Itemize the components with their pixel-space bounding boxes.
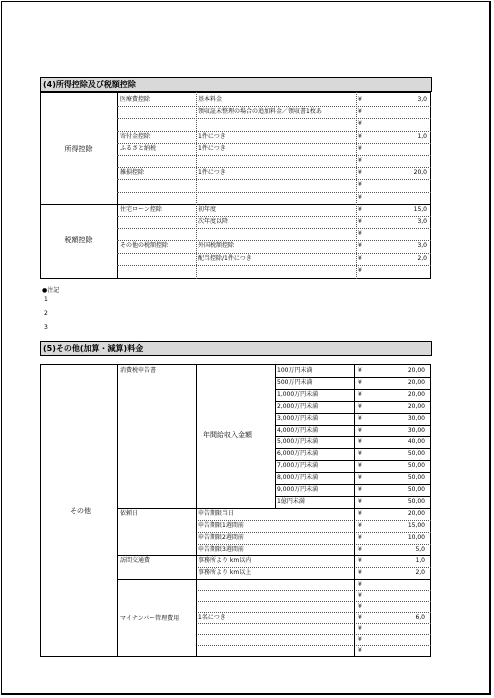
group-divider: [40, 204, 431, 205]
column-divider: [354, 579, 355, 657]
yen-symbol: ¥: [358, 545, 362, 553]
amount-value: 50,00: [407, 474, 425, 482]
yen-symbol: ¥: [358, 378, 362, 386]
row-divider: [196, 623, 431, 624]
category-label: 消費税申告書: [120, 367, 157, 374]
section-4-header: (4)所得控除及び税額控除: [40, 77, 432, 92]
note-item: 2: [44, 310, 48, 317]
yen-symbol: ¥: [358, 636, 362, 644]
amount-value: 40,00: [407, 438, 425, 446]
row-divider: [196, 645, 431, 646]
income-range: 5,000万円未満: [277, 438, 319, 446]
item-label: 配当控除/1件につき: [198, 254, 252, 262]
item-label: 領収証未整理の場合の追加料金／領収書1枚あ: [198, 108, 322, 116]
amount-value: 50,00: [407, 450, 425, 458]
row-divider: [117, 265, 431, 266]
note-item: 1: [44, 296, 48, 303]
yen-symbol: ¥: [358, 557, 362, 565]
column-divider: [354, 555, 355, 579]
column-divider: [196, 365, 197, 508]
amount-value: 50,00: [407, 486, 425, 493]
row-divider: [117, 216, 431, 217]
income-range: 2,000万円未満: [277, 402, 319, 410]
yen-symbol: ¥: [358, 230, 362, 238]
item-label: 1件につき: [198, 144, 226, 152]
income-range: 9,000万円未満: [277, 486, 319, 493]
amount-value: 15,0: [413, 205, 427, 213]
category-label: 医療費控除: [120, 96, 151, 103]
yen-symbol: ¥: [358, 486, 362, 493]
category-label: ふるさと納税: [120, 144, 157, 152]
yen-symbol: ¥: [358, 402, 362, 410]
yen-symbol: ¥: [358, 569, 362, 577]
yen-symbol: ¥: [358, 193, 362, 201]
yen-symbol: ¥: [358, 474, 362, 482]
yen-symbol: ¥: [358, 169, 362, 177]
yen-symbol: ¥: [358, 533, 362, 541]
amount-value: 50,00: [407, 497, 425, 505]
amount-value: 20,00: [407, 367, 425, 374]
item-label: 1件につき: [198, 132, 226, 140]
row-divider: [117, 167, 431, 168]
category-label: 依頼日: [120, 509, 139, 517]
column-divider: [196, 508, 197, 556]
amount-value: 2,0: [417, 254, 427, 262]
item-label: 事務所より km以内: [198, 557, 252, 565]
amount-value: 20,0: [413, 169, 427, 177]
yen-symbol: ¥: [358, 462, 362, 470]
yen-symbol: ¥: [358, 603, 362, 611]
amount-value: 30,00: [407, 414, 425, 422]
column-divider: [196, 92, 197, 279]
amount-value: 20,00: [407, 390, 425, 398]
yen-symbol: ¥: [358, 614, 362, 622]
yen-symbol: ¥: [358, 254, 362, 262]
group-label: その他: [70, 506, 91, 515]
row-divider: [117, 118, 431, 119]
yen-symbol: ¥: [358, 181, 362, 189]
amount-value: 5,0: [415, 545, 425, 553]
row-divider: [117, 131, 431, 132]
yen-symbol: ¥: [358, 144, 362, 152]
yen-symbol: ¥: [358, 218, 362, 225]
amount-value: 20,00: [407, 402, 425, 410]
income-range: 1,000万円未満: [277, 390, 319, 398]
yen-symbol: ¥: [358, 367, 362, 374]
block-divider: [117, 555, 431, 556]
group-label: 所得控除: [64, 144, 93, 153]
amount-value: 20,00: [407, 509, 425, 517]
amount-value: 10,00: [407, 533, 425, 541]
yen-symbol: ¥: [358, 521, 362, 529]
row-divider: [117, 155, 431, 156]
category-label: 訪問交通費: [120, 557, 151, 565]
column-divider: [354, 508, 355, 556]
amount-value: 1,0: [417, 132, 427, 140]
block-divider: [117, 579, 431, 580]
yen-symbol: ¥: [358, 205, 362, 213]
section-5-header: (5)その他(加算・減算)料金: [40, 341, 432, 356]
income-range: 6,000万円未満: [277, 450, 319, 458]
row-divider: [117, 143, 431, 144]
income-range: 500万円未満: [277, 378, 313, 386]
row-divider: [196, 590, 431, 591]
notes-title: ●注記: [42, 287, 60, 294]
item-label: 申告期限3週間前: [198, 545, 244, 553]
amount-value: 20,00: [407, 378, 425, 386]
income-label: 年間給収入金額: [203, 431, 252, 440]
column-divider: [196, 579, 197, 657]
income-range: 100万円未満: [277, 367, 313, 374]
income-range: 7,000万円未満: [277, 462, 319, 470]
income-range: 4,000万円未満: [277, 426, 319, 434]
category-label: その他の税額控除: [120, 242, 169, 250]
row-divider: [117, 192, 431, 193]
group-column-divider: [117, 92, 118, 279]
yen-symbol: ¥: [358, 426, 362, 434]
item-label: 事務所より km以上: [198, 569, 252, 577]
column-divider: [356, 92, 357, 279]
yen-symbol: ¥: [358, 266, 362, 274]
category-label: マイナンバー管理費用: [120, 614, 180, 622]
section-4-table: [40, 92, 431, 279]
category-label: 雑損控除: [120, 169, 145, 177]
category-label: 住宅ローン控除: [120, 205, 162, 213]
yen-symbol: ¥: [358, 625, 362, 633]
item-label: 次年度以降: [198, 218, 229, 225]
amount-value: 3,0: [417, 242, 427, 250]
yen-symbol: ¥: [358, 132, 362, 140]
amount-value: 3,0: [417, 218, 427, 225]
row-divider: [117, 179, 431, 180]
item-label: 1名につき: [198, 614, 226, 622]
note-item: 3: [44, 324, 48, 331]
yen-symbol: ¥: [358, 581, 362, 589]
yen-symbol: ¥: [358, 509, 362, 517]
amount-value: 3,0: [417, 96, 427, 103]
column-divider: [275, 365, 276, 508]
income-range: 3,000万円未満: [277, 414, 319, 422]
amount-value: 50,00: [407, 462, 425, 470]
yen-symbol: ¥: [358, 497, 362, 505]
column-divider: [196, 555, 197, 579]
row-divider: [196, 601, 431, 602]
item-label: 申告期限1週間前: [198, 521, 244, 529]
category-label: 寄付金控除: [120, 132, 151, 140]
item-label: 基本料金: [198, 96, 223, 103]
item-label: 初年度: [198, 205, 217, 213]
amount-value: 30,00: [407, 426, 425, 434]
yen-symbol: ¥: [358, 438, 362, 446]
column-divider: [354, 365, 355, 508]
row-divider: [117, 253, 431, 254]
yen-symbol: ¥: [358, 242, 362, 250]
row-divider: [117, 228, 431, 229]
item-label: 外国税額控除: [198, 242, 235, 250]
amount-value: 1,0: [415, 557, 425, 565]
yen-symbol: ¥: [358, 120, 362, 128]
group-label: 税額控除: [64, 236, 93, 245]
yen-symbol: ¥: [358, 96, 362, 103]
row-divider: [196, 634, 431, 635]
amount-value: 15,00: [407, 521, 425, 529]
yen-symbol: ¥: [358, 592, 362, 600]
group-column-divider: [117, 364, 118, 657]
block-divider: [117, 508, 431, 509]
yen-symbol: ¥: [358, 647, 362, 655]
yen-symbol: ¥: [358, 414, 362, 422]
item-label: 申告期限2週間前: [198, 533, 244, 541]
amount-value: 6,0: [415, 614, 425, 622]
income-range: 1億円未満: [277, 497, 305, 505]
item-label: 1件につき: [198, 169, 226, 177]
amount-value: 2,0: [415, 569, 425, 577]
yen-symbol: ¥: [358, 157, 362, 164]
yen-symbol: ¥: [358, 390, 362, 398]
row-divider: [196, 612, 431, 613]
item-label: 申告期限当日: [198, 509, 235, 517]
income-range: 8,000万円未満: [277, 474, 319, 482]
yen-symbol: ¥: [358, 108, 362, 116]
yen-symbol: ¥: [358, 450, 362, 458]
